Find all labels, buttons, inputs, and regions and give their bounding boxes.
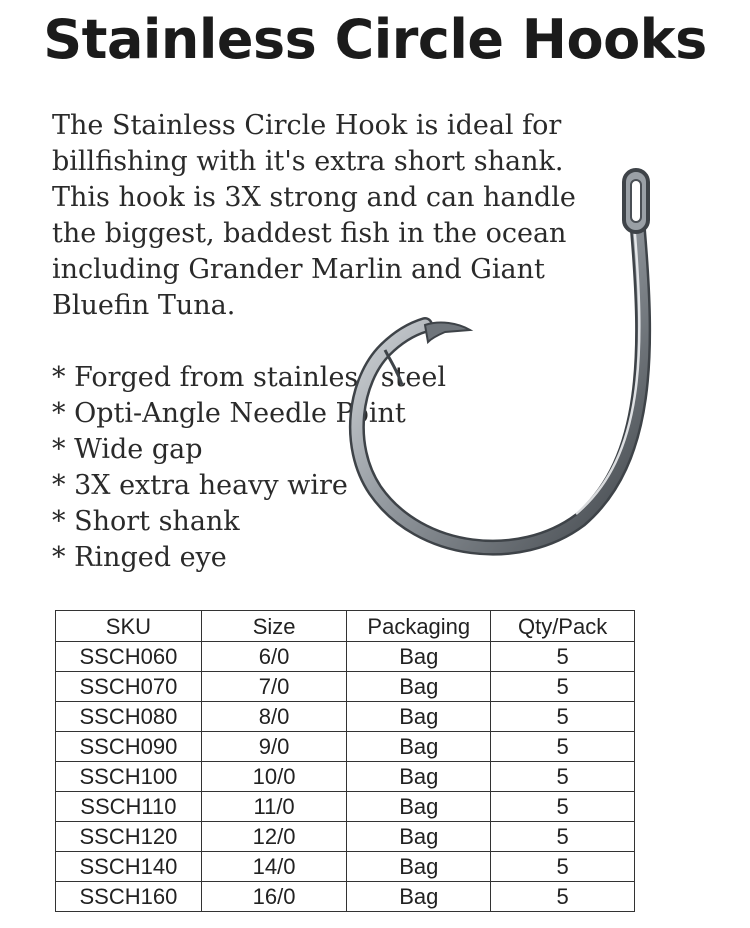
table-row: [56, 852, 635, 882]
cell-qty: 5: [491, 702, 635, 732]
table-row: [56, 702, 635, 732]
cell-qty: 5: [491, 732, 635, 762]
cell-size: 14/0: [201, 852, 347, 882]
table-row: [56, 672, 635, 702]
cell-packaging: Bag: [347, 642, 491, 672]
header-packaging: Packaging: [347, 611, 491, 642]
cell-size: 6/0: [201, 642, 347, 672]
cell-packaging: Bag: [347, 852, 491, 882]
table-row: [56, 642, 635, 672]
table-row: [56, 882, 635, 912]
cell-size: 11/0: [201, 792, 347, 822]
table-row: [56, 762, 635, 792]
feature-item: * Short shank: [52, 504, 446, 540]
cell-sku: SSCH140: [56, 852, 202, 882]
sku-table: [55, 610, 635, 912]
cell-qty: 5: [491, 762, 635, 792]
cell-qty: 5: [491, 822, 635, 852]
cell-size: 16/0: [201, 882, 347, 912]
cell-packaging: Bag: [347, 762, 491, 792]
feature-item: * Forged from stainless steel: [52, 360, 446, 396]
cell-packaging: Bag: [347, 732, 491, 762]
table-row: [56, 732, 635, 762]
cell-sku: SSCH110: [56, 792, 202, 822]
cell-size: 12/0: [201, 822, 347, 852]
header-qty-pack: Qty/Pack: [491, 611, 635, 642]
table-row: [56, 822, 635, 852]
cell-sku: SSCH070: [56, 672, 202, 702]
cell-sku: SSCH060: [56, 642, 202, 672]
cell-sku: SSCH160: [56, 882, 202, 912]
cell-qty: 5: [491, 642, 635, 672]
header-sku: SKU: [56, 611, 202, 642]
cell-packaging: Bag: [347, 792, 491, 822]
circle-hook-icon: [330, 160, 690, 570]
page-title: Stainless Circle Hooks: [43, 8, 707, 71]
cell-qty: 5: [491, 672, 635, 702]
cell-sku: SSCH120: [56, 822, 202, 852]
cell-qty: 5: [491, 852, 635, 882]
cell-sku: SSCH090: [56, 732, 202, 762]
cell-size: 9/0: [201, 732, 347, 762]
cell-sku: SSCH100: [56, 762, 202, 792]
table-row: [56, 792, 635, 822]
cell-qty: 5: [491, 792, 635, 822]
cell-packaging: Bag: [347, 822, 491, 852]
cell-packaging: Bag: [347, 672, 491, 702]
feature-item: * Ringed eye: [52, 540, 446, 576]
header-size: Size: [201, 611, 347, 642]
feature-item: * Wide gap: [52, 432, 446, 468]
table-header-row: [56, 611, 635, 642]
cell-packaging: Bag: [347, 702, 491, 732]
cell-size: 10/0: [201, 762, 347, 792]
feature-item: * 3X extra heavy wire: [52, 468, 446, 504]
cell-packaging: Bag: [347, 882, 491, 912]
product-description: The Stainless Circle Hook is ideal for billfishing with it's extra short shank. This hook is 3X strong and can handle the biggest, baddest fish in the ocean including Grander Marlin and Giant Bluefin Tuna.: [52, 110, 576, 321]
cell-qty: 5: [491, 882, 635, 912]
cell-size: 7/0: [201, 672, 347, 702]
feature-item: * Opti-Angle Needle Point: [52, 396, 446, 432]
cell-size: 8/0: [201, 702, 347, 732]
cell-sku: SSCH080: [56, 702, 202, 732]
